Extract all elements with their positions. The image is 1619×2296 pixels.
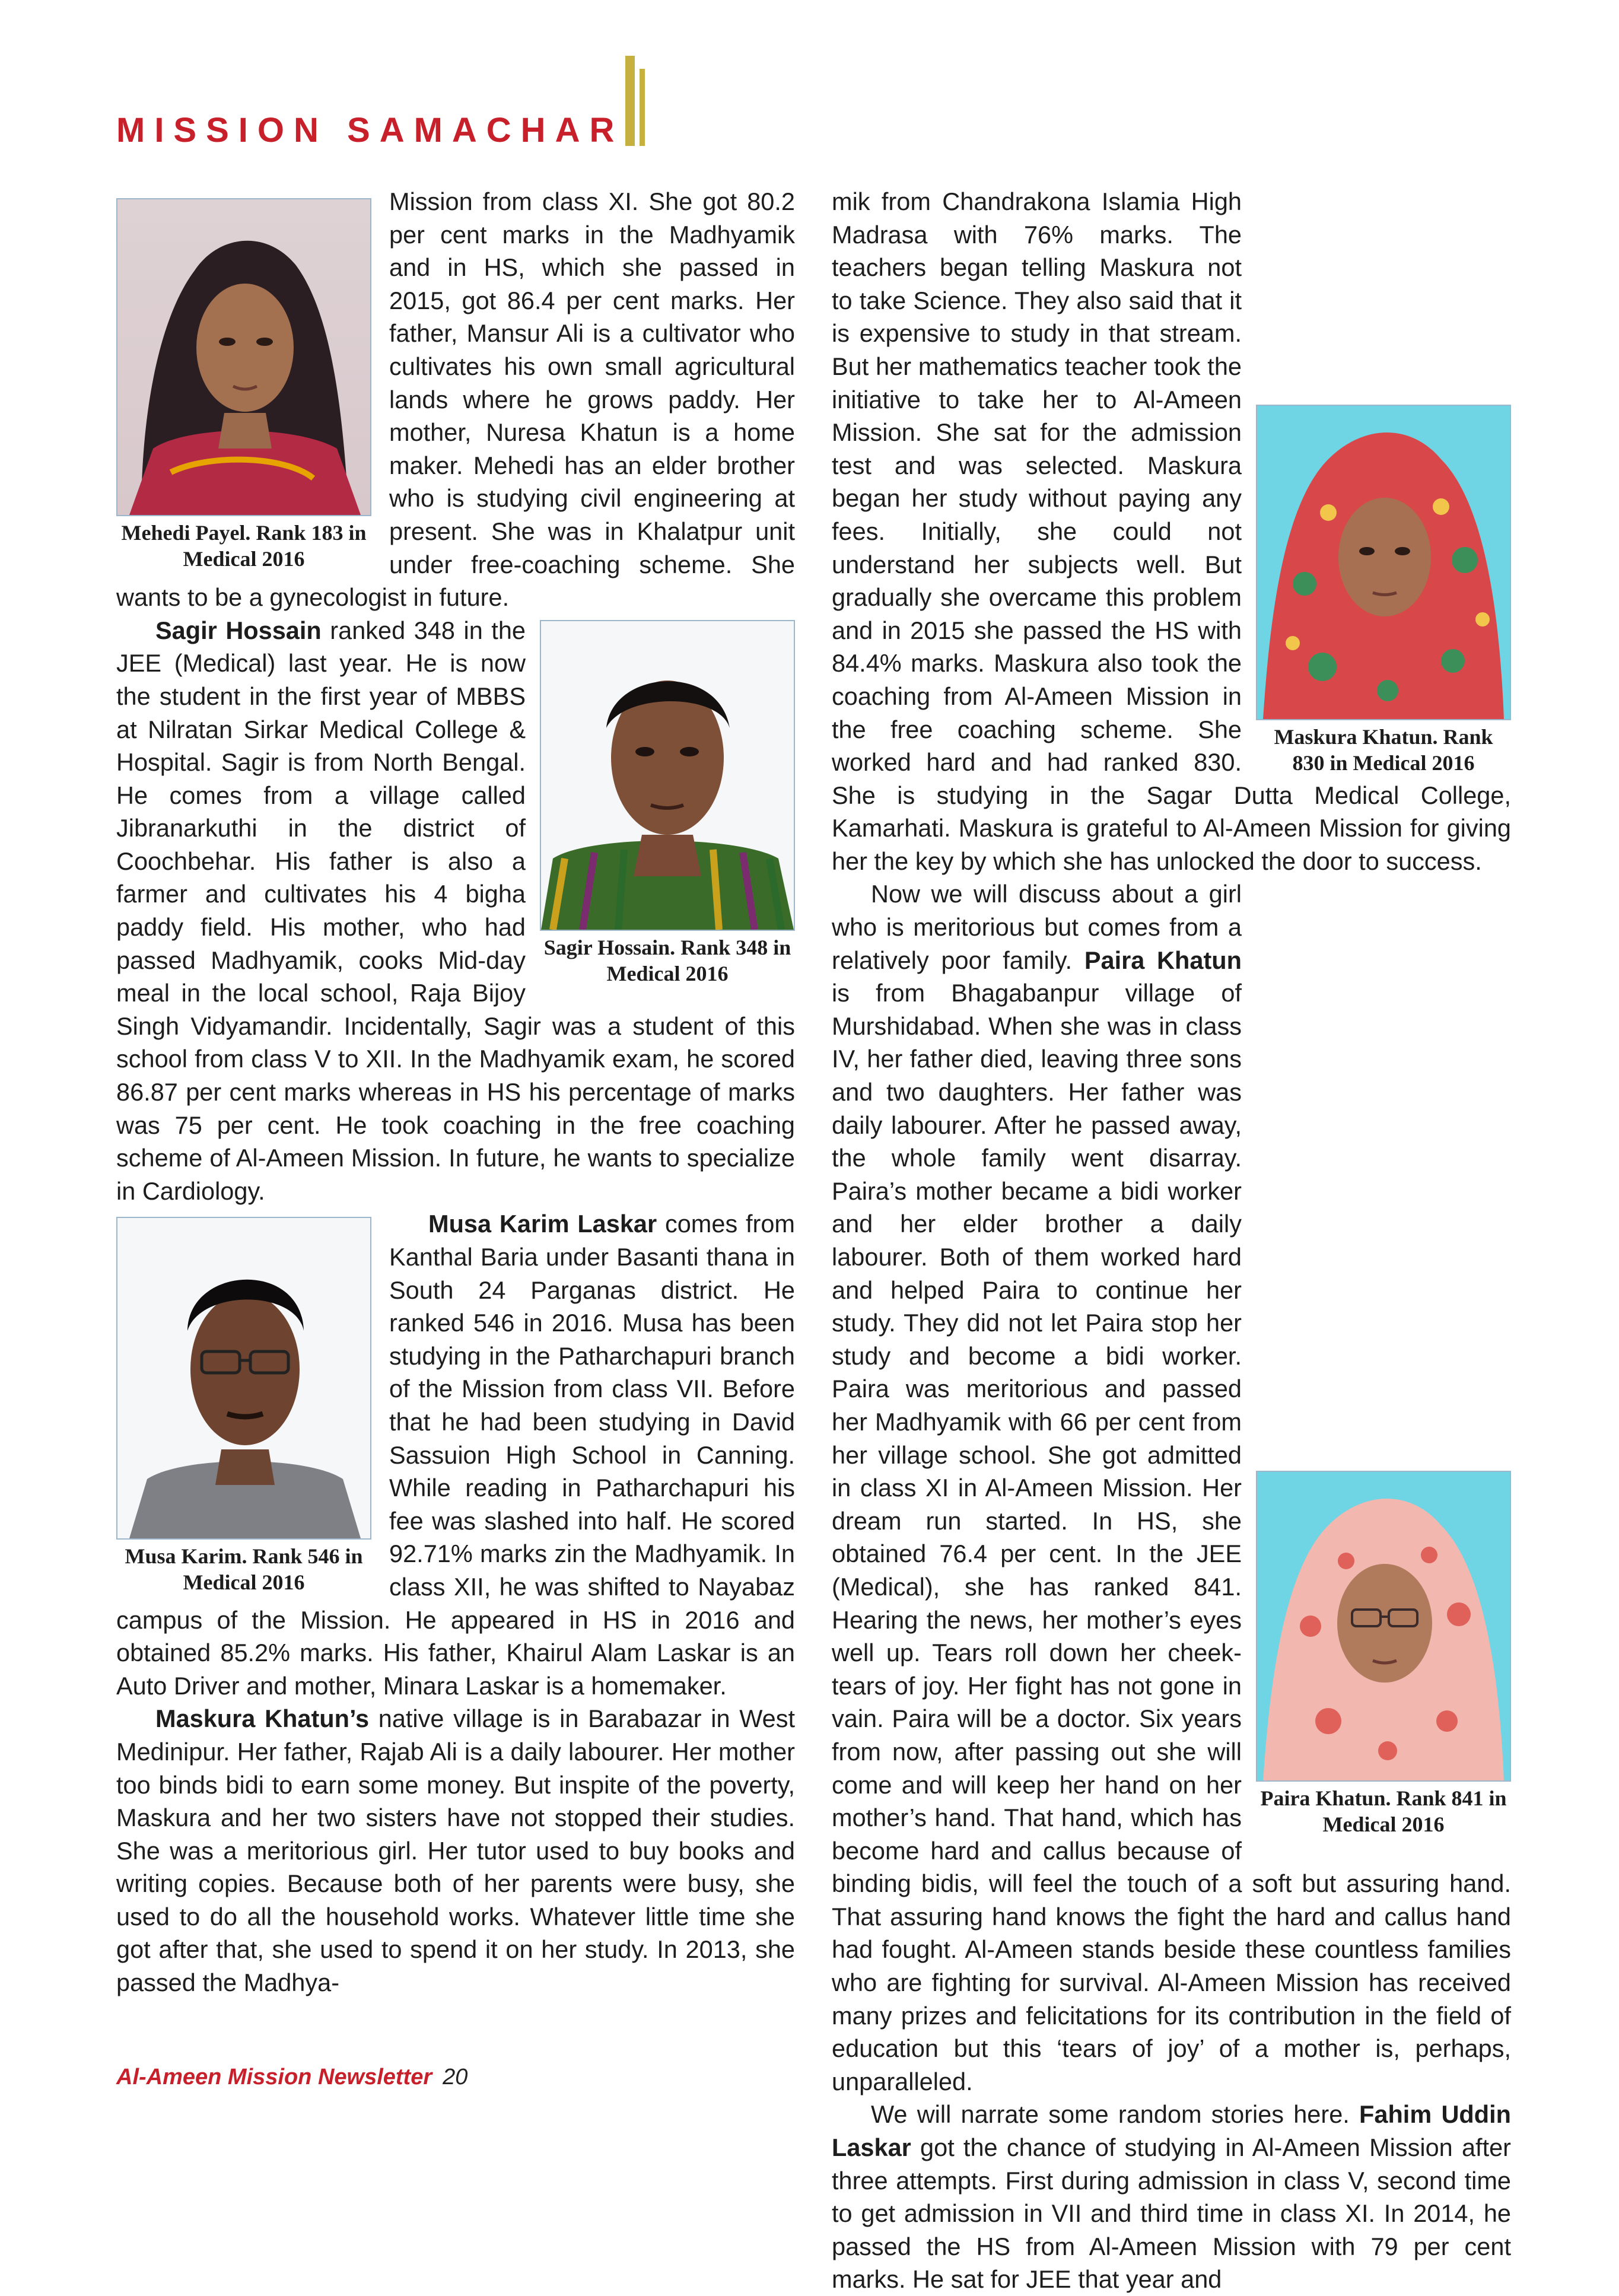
- name-paira: Paira Khatun: [1084, 946, 1242, 974]
- right-column: [832, 185, 1511, 2296]
- text-paira: is from Bhagabanpur village of Murshidabad. When she was in class IV, her father died, leaving three sons and two daughters. Her father was daily labourer. After he passed away, the whole family went disarray. Paira’s mother became a bidi worker and her elder brother a daily labourer. Both of them worked hard and helped Paira to continue her study. They did not let Paira stop her study and become a bidi worker. Paira was meritorious and passed her Madhyamik with 66 per cent from her village school. She got admitted in class XI in Al-Ameen Mission. Her dream run started. In HS, she obtained 76.4 per cent. In the JEE (Medical), she has ranked 841. Hearing the news, her mother’s eyes well up. Tears roll down her cheek-tears of joy. Her fight has not gone in vain. Paira will be a doctor. Six years from now, after passing out she will come and will keep her hand on her mother’s hand. That hand, which has become hard and callus because of binding bidis, will feel the touch of a soft but assuring hand. That assuring hand knows the fight the hard and callus hand had fought. Al-Ameen stands beside these countless families who are fighting for survival. Al-Ameen Mission has received many prizes and felicitations for its contribution in the field of education but this ‘tears of joy’ of a mother is, perhaps, unparalleled.: [832, 979, 1511, 2095]
- name-sagir: Sagir Hossain: [155, 616, 322, 644]
- name-musa: Musa Karim Laskar: [428, 1210, 657, 1238]
- text-fahim: got the chance of studying in Al-Ameen Mission after three attempts. First during admission in class V, second time to get admission in VII and third time in class XI. In 2014, he passed the HS from Al-Ameen Mission with 79 per cent marks. He sat for JEE that year and: [832, 2133, 1511, 2294]
- text-maskura: native village is in Barabazar in West Medinipur. Her father, Rajab Ali is a daily labourer. Her mother too binds bidi to earn some money. But inspite of the poverty, Maskura and her two sisters have not stopped their studies. She was a meritorious girl. Her tutor used to buy books and writing copies. Because both of her parents were busy, she used to do all the household works. Whatever little time she got after that, she used to spend it on her study. In 2013, she passed the Madhya-: [116, 1704, 795, 1997]
- header-bar-thick: [625, 56, 635, 146]
- left-column: [116, 185, 795, 1999]
- figure-mehedi: [116, 198, 371, 572]
- figure-paira: [1256, 1471, 1511, 1837]
- text-sagir: ranked 348 in the JEE (Medical) last year. He is now the student in the first year of MBBS at Nilratan Sirkar Medical College & Hospital. Sagir is from North Bengal. He comes from a village called Jibranarkuthi in the district of Coochbehar. His father is also a farmer and cultivates his 4 bigha paddy field. His mother, who had passed Madhyamik, cooks Mid-day meal in the local school, Raja Bijoy Singh Vidyamandir. Incidentally, Sagir was a student of this school from class V to XII. In the Madhyamik exam, he scored 86.87 per cent marks whereas in HS his percentage of marks was 75 per cent. He took coaching in the free coaching scheme of Al-Ameen Mission. In future, he wants to specialize in Cardiology.: [116, 616, 795, 1205]
- page-footer: [116, 2065, 467, 2090]
- name-fahim: Fahim Uddin Laskar: [832, 2100, 1511, 2162]
- paragraph-fahim: [832, 2098, 1511, 2296]
- photo-mehedi-payel: [116, 198, 371, 516]
- photo-sagir-hossain: [540, 620, 795, 931]
- name-maskura: Maskura Khatun’s: [155, 1704, 370, 1733]
- photo-maskura-khatun: [1256, 405, 1511, 720]
- page-title: MISSION SAMACHAR: [116, 111, 624, 150]
- header-bar-thin: [640, 69, 645, 146]
- text-paira-intro: Now we will discuss about a girl who is meritorious but comes from a relatively poor family.: [832, 880, 1242, 974]
- paragraph-mehedi: Mission from class XI. She got 80.2 per cent marks in the Madhyamik and in HS, which she passed in 2015, got 86.4 per cent marks. Her father, Mansur Ali is a cultivator who cultivates his own small agricultural lands where he grows paddy. Her mother, Nuresa Khatun is a home maker. Mehedi has an elder brother who is studying civil engineering at present. She was in Khalatpur unit under free-coaching scheme. She wants to be a gynecologist in future.: [116, 187, 795, 612]
- caption-paira: Paira Khatun. Rank 841 in Medical 2016: [1260, 1786, 1507, 1837]
- page-number: 20: [443, 2065, 468, 2090]
- figure-musa: [116, 1217, 371, 1595]
- text-fahim-intro: We will narrate some random stories here.: [871, 2100, 1360, 2129]
- figure-sagir: [540, 620, 795, 987]
- text-musa: comes from Kanthal Baria under Basanti thana in South 24 Parganas district. He ranked 546 in 2016. Musa has been studying in the Patharchapuri branch of the Mission from class VII. Before that he had been studying in David Sassuion High School in Canning. While reading in Patharchapuri his fee was slashed into half. He scored 92.71% marks zin the Madhyamik. In class XII, he was shifted to Nayabaz campus of the Mission. He appeared in HS in 2016 and obtained 85.2% marks. His father, Khairul Alam Laskar is an Auto Driver and mother, Minara Laskar is a homemaker.: [116, 1210, 796, 1700]
- footer-newsletter-name: Al-Ameen Mission Newsletter: [116, 2065, 432, 2090]
- header-decoration-bars: [625, 56, 649, 146]
- caption-maskura: Maskura Khatun. Rank 830 in Medical 2016: [1274, 725, 1493, 775]
- photo-paira-khatun: [1256, 1471, 1511, 1782]
- paragraph-maskura-cont: mik from Chandrakona Islamia High Madrasa with 76% marks. The teachers began telling Maskura not to take Science. They also said that it is expensive to study in that stream. But her mathematics teacher took the initiative to take her to Al-Ameen Mission. She sat for the admission test and was selected. Maskura began her study without paying any fees. Initially, she could not understand her subjects well. But gradually she overcame this problem and in 2015 she passed the HS with 84.4% marks. Maskura also took the coaching from Al-Ameen Mission in the free coaching scheme. She worked hard and had ranked 830. She is studying in the Sagar Dutta Medical College, Kamarhati. Maskura is grateful to Al-Ameen Mission for giving her the key by which she has unlocked the door to success.: [832, 187, 1511, 875]
- paragraph-maskura: [116, 1702, 795, 1999]
- figure-maskura: [1256, 405, 1511, 776]
- caption-sagir: Sagir Hossain. Rank 348 in Medical 2016: [543, 935, 791, 985]
- photo-musa-karim: [116, 1217, 371, 1540]
- caption-mehedi: Mehedi Payel. Rank 183 in Medical 2016: [121, 521, 367, 571]
- caption-musa: Musa Karim. Rank 546 in Medical 2016: [125, 1544, 363, 1595]
